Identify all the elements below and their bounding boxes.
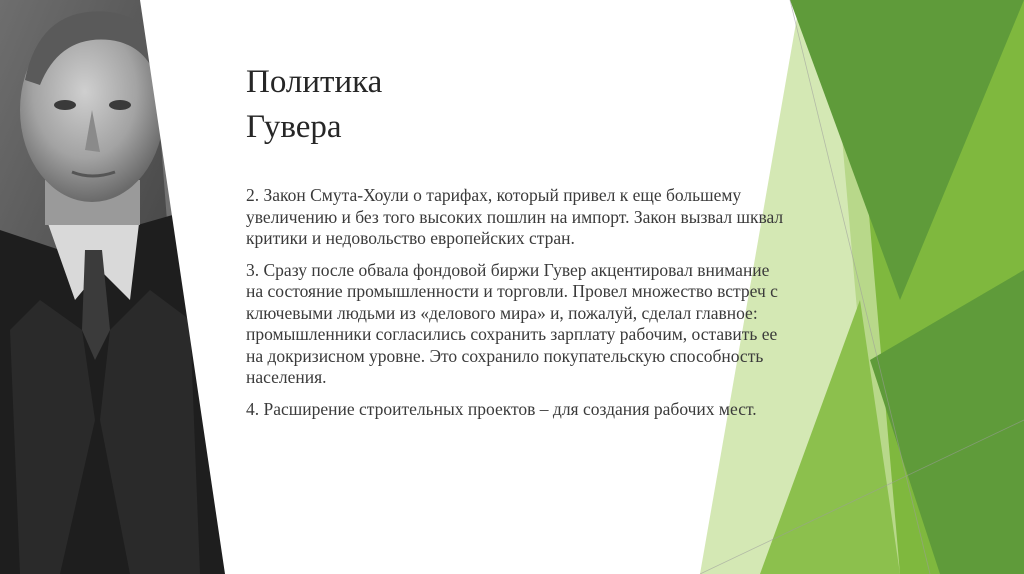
- paragraph-point-3: 3. Сразу после обвала фондовой биржи Гувер акцентировал внимание на состояние промышленности и торговли. Провел множество встреч с ключевыми людьми из «делового мира» и, пожалуй, сделал главное: промышленники согласились сохранить зарплату рабочим, оставить ее на докризисном уровне. Это сохранило покупательскую способность населения.: [246, 259, 778, 387]
- title-line-2: Гувера: [246, 109, 342, 145]
- paragraph-point-4: 4. Расширение строительных проектов – для создания рабочих мест.: [246, 398, 757, 419]
- title-line-1: Политика: [246, 64, 383, 100]
- slide-body: [246, 185, 786, 430]
- paragraph-point-2: 2. Закон Смута-Хоули о тарифах, который привел к еще большему увеличению и без того высоких пошлин на импорт. Закон вызвал шквал критики и недовольство европейских стран.: [246, 185, 784, 248]
- slide-title: [246, 60, 546, 150]
